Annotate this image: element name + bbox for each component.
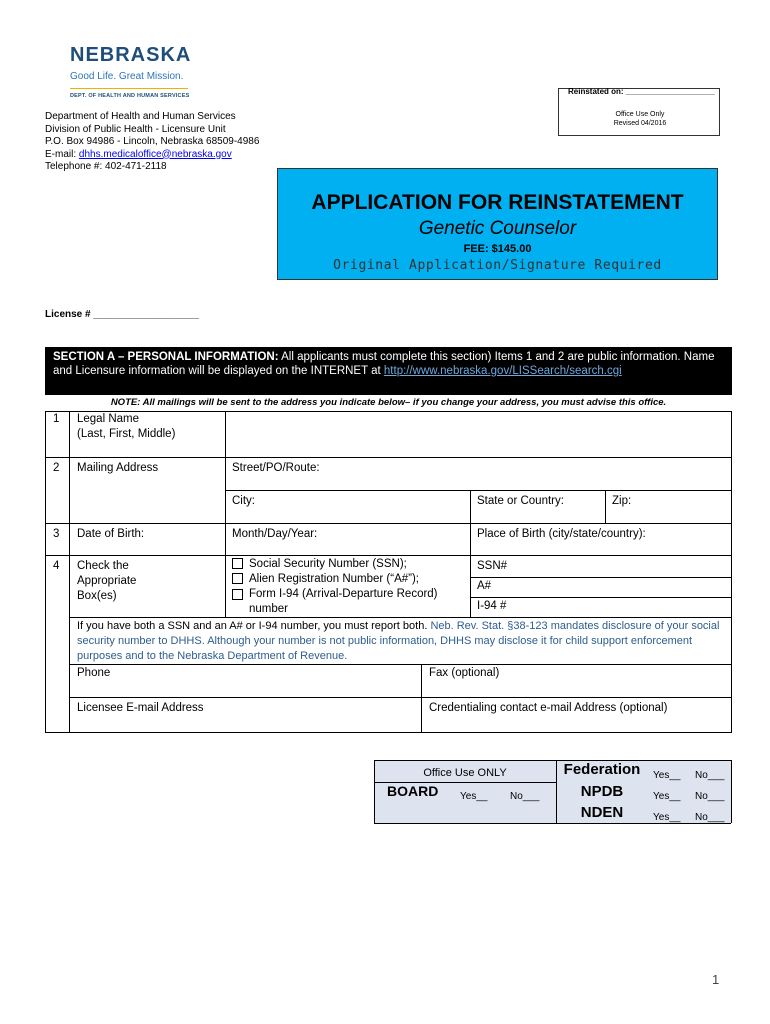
- revised-date: Revised 04/2016: [613, 120, 667, 127]
- grid-line: [421, 664, 422, 732]
- grid-line: [69, 411, 70, 732]
- grid-line: [470, 577, 732, 578]
- nden-yes[interactable]: Yes__: [653, 812, 681, 823]
- i94-option: Form I-94 (Arrival-Departure Record): [249, 588, 438, 600]
- city-field[interactable]: City:: [232, 495, 255, 507]
- grid-line: [45, 523, 732, 524]
- check-label-2: Appropriate: [77, 575, 137, 587]
- disclosure-text: If you have both a SSN and an A# or I-94 number, you must report both.: [77, 620, 431, 632]
- npdb-no[interactable]: No___: [695, 791, 725, 802]
- legal-name-input[interactable]: [227, 413, 729, 455]
- legal-name-sub: (Last, First, Middle): [77, 428, 176, 440]
- legal-name-title: Legal Name: [77, 413, 140, 425]
- section-a-text: All applicants must complete this section) Items 1 and 2 are public information. Name and Licensure information will be displayed on the INTERNET at: [53, 351, 715, 377]
- signature-required: Original Application/Signature Required: [333, 258, 662, 273]
- row-number: 3: [53, 528, 60, 540]
- alien-option: Alien Registration Number (“A#”);: [249, 573, 420, 585]
- check-label-1: Check the: [77, 560, 129, 572]
- fee: FEE: $145.00: [463, 243, 532, 255]
- grid-line: [225, 490, 732, 491]
- nden-no[interactable]: No___: [695, 812, 725, 823]
- legal-name-label: [77, 412, 175, 442]
- nebraska-logo: NEBRASKA: [70, 44, 192, 66]
- logo-dept: DEPT. OF HEALTH AND HUMAN SERVICES: [70, 93, 190, 99]
- grid-line: [470, 490, 471, 617]
- grid-line: [731, 760, 732, 823]
- logo-divider: [70, 88, 188, 89]
- form-title: APPLICATION FOR REINSTATEMENT: [311, 191, 684, 214]
- grid-line: [69, 617, 732, 618]
- grid-line: [605, 490, 606, 523]
- ssn-disclosure: [77, 619, 727, 664]
- mailing-address-label: Mailing Address: [77, 462, 159, 474]
- i94-number-field[interactable]: I-94 #: [477, 600, 507, 612]
- mailing-note: NOTE: All mailings will be sent to the address you indicate below– if you change your address, you must advise this office.: [110, 397, 667, 408]
- street-field[interactable]: Street/PO/Route:: [232, 462, 320, 474]
- ssn-checkbox[interactable]: [232, 558, 243, 569]
- licensee-email-field[interactable]: Licensee E-mail Address: [77, 702, 204, 714]
- email-line: [45, 149, 259, 162]
- row-number: 2: [53, 462, 60, 474]
- federation-no[interactable]: No___: [695, 770, 725, 781]
- telephone-line: Telephone #: 402-471-2118: [45, 161, 167, 172]
- grid-line: [45, 555, 732, 556]
- grid-line: [45, 732, 732, 733]
- grid-line: [45, 457, 732, 458]
- dob-field[interactable]: Month/Day/Year:: [232, 528, 318, 540]
- row-number: 1: [53, 413, 60, 425]
- address-line-2: Division of Public Health - Licensure Unit: [45, 123, 226, 135]
- office-use-only: Office Use Only: [615, 111, 665, 118]
- form-subtitle: Genetic Counselor: [418, 218, 577, 239]
- section-a-title: SECTION A – PERSONAL INFORMATION:: [53, 351, 279, 363]
- ssn-number-field[interactable]: SSN#: [477, 560, 508, 572]
- office-use-text: [560, 110, 720, 128]
- zip-field[interactable]: Zip:: [612, 495, 632, 507]
- federation-label: Federation: [563, 761, 641, 778]
- fax-field[interactable]: Fax (optional): [429, 667, 500, 679]
- check-label-3: Box(es): [77, 590, 117, 602]
- address-line-3: P.O. Box 94986 - Lincoln, Nebraska 68509-4986: [45, 136, 260, 147]
- state-field[interactable]: State or Country:: [477, 495, 564, 507]
- email-link[interactable]: dhhs.medicaloffice@nebraska.gov: [78, 148, 232, 160]
- page-number: 1: [712, 972, 720, 987]
- grid-line: [225, 411, 226, 617]
- section-a-header: [45, 347, 732, 395]
- search-url-link[interactable]: http://www.nebraska.gov/LISSearch/search.cgi: [383, 365, 622, 377]
- logo-tagline: Good Life. Great Mission.: [70, 71, 184, 82]
- row-number: 4: [53, 560, 60, 572]
- phone-field[interactable]: Phone: [77, 667, 111, 679]
- grid-line: [69, 697, 732, 698]
- grid-line: [374, 760, 731, 761]
- check-boxes-label: [77, 559, 136, 604]
- grid-line: [45, 411, 46, 732]
- grid-line: [470, 597, 732, 598]
- agency-address: [45, 111, 259, 174]
- license-number-field[interactable]: License # ___________________: [45, 309, 200, 320]
- i94-option-cont: number: [249, 603, 288, 615]
- email-label: E-mail:: [45, 148, 79, 160]
- npdb-label: NPDB: [580, 783, 624, 800]
- board-no[interactable]: No___: [510, 791, 540, 802]
- ssn-option: Social Security Number (SSN);: [249, 558, 407, 570]
- board-label: BOARD: [387, 783, 439, 799]
- reinstated-on: Reinstated on: ____________________: [568, 87, 715, 96]
- place-of-birth-field[interactable]: Place of Birth (city/state/country):: [477, 528, 646, 540]
- disclosure-statute: Neb. Rev. Stat. §38-123 mandates disclosure of your social security number to DHHS. Although your number is not public information, DHHS may disclose it for child support enforcement purposes and to the Nebraska Department of Revenue.: [77, 620, 720, 662]
- alien-checkbox[interactable]: [232, 573, 243, 584]
- board-yes[interactable]: Yes__: [460, 791, 488, 802]
- i94-checkbox[interactable]: [232, 589, 243, 600]
- credentialing-email-field[interactable]: Credentialing contact e-mail Address (optional): [429, 702, 668, 714]
- npdb-yes[interactable]: Yes__: [653, 791, 681, 802]
- federation-yes[interactable]: Yes__: [653, 770, 681, 781]
- nden-label: NDEN: [580, 804, 624, 821]
- address-line-1: Department of Health and Human Services: [45, 111, 236, 122]
- office-only-header: Office Use ONLY: [423, 767, 507, 779]
- grid-line: [69, 664, 732, 665]
- dob-label: Date of Birth:: [77, 528, 145, 540]
- a-number-field[interactable]: A#: [477, 580, 492, 592]
- grid-line: [731, 411, 732, 732]
